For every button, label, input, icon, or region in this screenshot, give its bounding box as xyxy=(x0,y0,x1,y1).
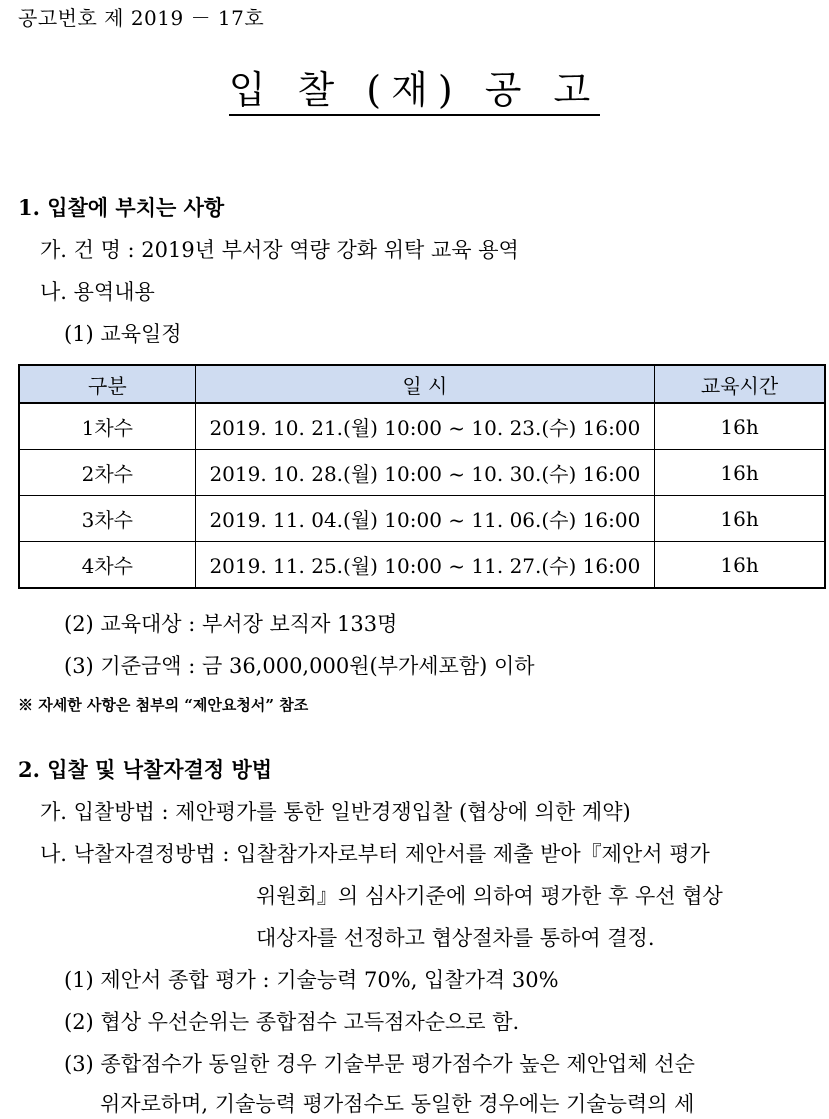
section1-sub2: (2) 교육대상 : 부서장 보직자 133명 xyxy=(64,612,398,636)
section2-item-ga: 가. 입찰방법 : 제안평가를 통한 일반경쟁입찰 (협상에 의한 계약) xyxy=(40,800,631,824)
section1-sub3: (3) 기준금액 : 금 36,000,000원(부가세포함) 이하 xyxy=(64,654,535,678)
table-row xyxy=(19,450,825,496)
section1-heading: 1. 입찰에 부치는 사항 xyxy=(18,195,225,220)
table-header-cell: 교육시간 xyxy=(655,365,825,403)
table-row xyxy=(19,496,825,542)
section1-sub1: (1) 교육일정 xyxy=(64,322,182,346)
document-title-wrap xyxy=(0,68,829,116)
table-cell: 4차수 xyxy=(19,542,195,589)
section1-item-ga: 가. 건 명 : 2019년 부서장 역량 강화 위탁 교육 용역 xyxy=(40,238,519,262)
section2-heading: 2. 입찰 및 낙찰자결정 방법 xyxy=(18,757,273,782)
section2-item-na-line1: 나. 낙찰자결정방법 : 입찰참가자로부터 제안서를 제출 받아『제안서 평가 xyxy=(40,842,710,866)
table-cell: 2019. 10. 21.(월) 10:00 ~ 10. 23.(수) 16:00 xyxy=(195,403,654,450)
table-cell: 1차수 xyxy=(19,403,195,450)
section2-sub1: (1) 제안서 종합 평가 : 기술능력 70%, 입찰가격 30% xyxy=(64,968,559,992)
table-row xyxy=(19,542,825,589)
table-header-cell: 구분 xyxy=(19,365,195,403)
section2-sub3-line2: 위자로하며, 기술능력 평가점수도 동일한 경우에는 기술능력의 세 xyxy=(100,1092,695,1116)
table-cell: 2019. 10. 28.(월) 10:00 ~ 10. 30.(수) 16:00 xyxy=(195,450,654,496)
table-cell: 2019. 11. 04.(월) 10:00 ~ 11. 06.(수) 16:00 xyxy=(195,496,654,542)
table-cell: 3차수 xyxy=(19,496,195,542)
table-cell: 16h xyxy=(655,542,825,589)
table-row xyxy=(19,403,825,450)
schedule-table xyxy=(18,364,826,589)
section2-item-na-line3: 대상자를 선정하고 협상절차를 통하여 결정. xyxy=(256,926,655,950)
section2-sub3-line1: (3) 종합점수가 동일한 경우 기술부문 평가점수가 높은 제안업체 선순 xyxy=(64,1052,695,1076)
notice-number: 공고번호 제 2019 － 17호 xyxy=(18,6,265,30)
table-header-row xyxy=(19,365,825,403)
document-title: 입 찰 (재) 공 고 xyxy=(229,70,601,116)
table-cell: 2차수 xyxy=(19,450,195,496)
reference-note: ※ 자세한 사항은 첨부의 “제안요청서” 참조 xyxy=(18,696,309,714)
table-cell: 2019. 11. 25.(월) 10:00 ~ 11. 27.(수) 16:00 xyxy=(195,542,654,589)
section2-item-na-line2: 위원회』의 심사기준에 의하여 평가한 후 우선 협상 xyxy=(256,884,723,908)
table-header-cell: 일 시 xyxy=(195,365,654,403)
section2-sub2: (2) 협상 우선순위는 종합점수 고득점자순으로 함. xyxy=(64,1010,520,1034)
section1-item-na: 나. 용역내용 xyxy=(40,280,155,304)
table-cell: 16h xyxy=(655,403,825,450)
table-cell: 16h xyxy=(655,496,825,542)
table-cell: 16h xyxy=(655,450,825,496)
